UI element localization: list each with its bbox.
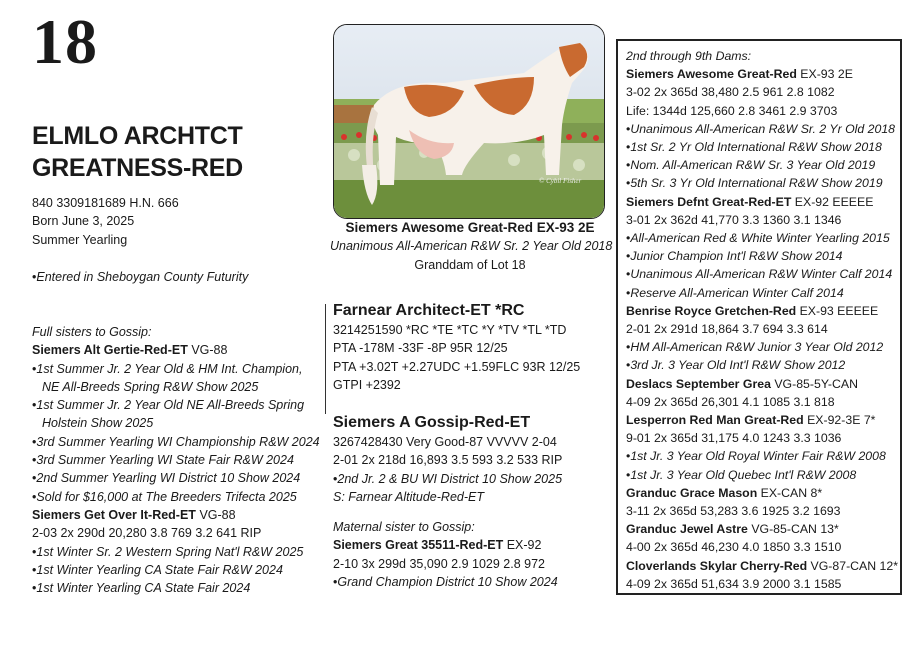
- dam-2-award: • 1st Sr. 2 Yr Old International R&W Show 2018: [626, 138, 898, 156]
- animal-name: [32, 120, 243, 184]
- dam-4-award: • HM All-American R&W Junior 3 Year Old 2012: [626, 338, 898, 356]
- dam-7-header: Granduc Grace Mason EX-CAN 8*: [626, 485, 823, 500]
- futurity-note: [32, 268, 248, 286]
- maternal-sister-heading: Maternal sister to Gossip:: [333, 520, 475, 534]
- dam-6-record: 9-01 2x 365d 31,175 4.0 1243 3.3 1036: [626, 431, 842, 446]
- dam-3-award: • All-American Red & White Winter Yearling 2015: [626, 229, 898, 247]
- animal-born: Born June 3, 2025: [32, 214, 135, 229]
- dam-record: 2-01 2x 218d 16,893 3.5 593 3.2 533 RIP: [333, 453, 563, 468]
- dam-3-award: • Junior Champion Int'l R&W Show 2014: [626, 247, 898, 265]
- photo-caption-award: Unanimous All-American R&W Sr. 2 Year Old 2018: [330, 239, 613, 254]
- sire-section: [333, 301, 580, 394]
- dam-2-award: • Unanimous All-American R&W Sr. 2 Yr Old 2018: [626, 120, 898, 138]
- photo-caption-relation: Granddam of Lot 18: [414, 257, 526, 272]
- sister-1-award: • 3rd Summer Yearling WI Championship R&W 2024: [32, 433, 320, 451]
- sister-1-award: • 1st Summer Jr. 2 Year Old & HM Int. Champion,: [32, 360, 320, 378]
- sister-2-award: • 1st Winter Sr. 2 Western Spring Nat'l R&W 2025: [32, 543, 320, 561]
- sister-1-award: • Sold for $16,000 at The Breeders Trifecta 2025: [32, 488, 320, 506]
- sister-1-name: Siemers Alt Gertie-Red-ET: [32, 343, 188, 358]
- maternal-sister-score: EX-92: [506, 538, 542, 553]
- sister-1-award: • 1st Summer Jr. 2 Year Old NE All-Breeds Spring: [32, 396, 320, 414]
- dam-sire-line: S: Farnear Altitude-Red-ET: [333, 489, 484, 504]
- dam-3-record: 3-01 2x 362d 41,770 3.3 1360 3.1 1346: [626, 212, 842, 227]
- sister-1-header: [32, 341, 320, 359]
- sister-1-award: • 2nd Summer Yearling WI District 10 Show 2024: [32, 469, 320, 487]
- dam-3-header: Siemers Defnt Great-Red-ET EX-92 EEEEE: [626, 194, 874, 209]
- dam-2-lifetime: Life: 1344d 125,660 2.8 3461 2.9 3703: [626, 103, 838, 118]
- sister-1-award: Holstein Show 2025: [42, 416, 154, 431]
- dam-section: [333, 413, 562, 506]
- lot-number: 18: [32, 6, 98, 77]
- cow-photo-icon: [334, 25, 604, 218]
- dams-box-content: [626, 47, 898, 593]
- sister-2-name: Siemers Get Over It-Red-ET: [32, 507, 196, 522]
- divider: [325, 304, 326, 414]
- dam-6-award: • 1st Jr. 3 Year Old Royal Winter Fair R&W 2008: [626, 447, 898, 465]
- dam-4-record: 2-01 2x 291d 18,864 3.7 694 3.3 614: [626, 322, 828, 337]
- animal-name-line-1: ELMLO ARCHTCT: [32, 122, 243, 150]
- maternal-sister-header: [333, 536, 558, 554]
- sister-1-award: • 3rd Summer Yearling WI State Fair R&W 2024: [32, 451, 320, 469]
- sister-2-score: VG-88: [199, 507, 236, 522]
- animal-info: [32, 194, 179, 249]
- cow-photo: [333, 24, 605, 219]
- dam-6-award: • 1st Jr. 3 Year Old Quebec Int'l R&W 2008: [626, 466, 898, 484]
- sister-2-record: 2-03 2x 290d 20,280 3.8 769 3.2 641 RIP: [32, 526, 262, 541]
- dam-name: Siemers A Gossip-Red-ET: [333, 414, 531, 431]
- maternal-sister-record: 2-10 3x 299d 35,090 2.9 1029 2.8 972: [333, 556, 545, 571]
- sire-line: PTA +3.02T +2.27UDC +1.59FLC 93R 12/25: [333, 359, 581, 374]
- dam-2-award: • 5th Sr. 3 Yr Old International R&W Show 2019: [626, 174, 898, 192]
- dam-2-record: 3-02 2x 365d 38,480 2.5 961 2.8 1082: [626, 85, 835, 100]
- animal-name-line-2: GREATNESS-RED: [32, 154, 243, 182]
- dam-id-line: 3267428430 Very Good-87 VVVVV 2-04: [333, 435, 557, 449]
- dam-4-award: • 3rd Jr. 3 Year Old Int'l R&W Show 2012: [626, 356, 898, 374]
- sister-2-award: • 1st Winter Yearling CA State Fair 2024: [32, 579, 320, 597]
- sister-2-header: [32, 506, 320, 524]
- maternal-sister-award: • Grand Champion District 10 Show 2024: [333, 573, 558, 591]
- photo-caption-name: Siemers Awesome Great-Red EX-93 2E: [345, 220, 595, 235]
- dam-7-record: 3-11 2x 365d 53,283 3.6 1925 3.2 1693: [626, 504, 841, 519]
- sire-line: 3214251590 *RC *TE *TC *Y *TV *TL *TD: [333, 323, 567, 337]
- sire-line: GTPI +2392: [333, 377, 401, 392]
- dam-9-header: Cloverlands Skylar Cherry-Red VG-87-CAN 12*: [626, 558, 899, 573]
- dams-box-heading: 2nd through 9th Dams:: [626, 49, 752, 63]
- maternal-sister-section: [333, 518, 558, 591]
- animal-class: Summer Yearling: [32, 232, 128, 247]
- dam-5-header: Deslacs September Grea VG-85-5Y-CAN: [626, 376, 858, 391]
- sire-line: PTA -178M -33F -8P 95R 12/25: [333, 341, 508, 356]
- sister-1-award: NE All-Breeds Spring R&W Show 2025: [42, 379, 259, 394]
- photo-credit: © Cybil Fisher: [539, 177, 582, 185]
- sister-1-score: VG-88: [191, 343, 228, 358]
- dam-4-header: Benrise Royce Gretchen-Red EX-93 EEEEE: [626, 303, 879, 318]
- full-sisters-section: [32, 323, 320, 597]
- maternal-sister-name: Siemers Great 35511-Red-ET: [333, 538, 504, 553]
- dam-8-header: Granduc Jewel Astre VG-85-CAN 13*: [626, 522, 839, 537]
- sister-2-award: • 1st Winter Yearling CA State Fair R&W 2024: [32, 561, 320, 579]
- dam-award: • 2nd Jr. 2 & BU WI District 10 Show 2025: [333, 470, 562, 488]
- photo-caption: [330, 219, 613, 274]
- futurity-note-text: Entered in Sheboygan County Futurity: [36, 270, 249, 284]
- dam-2-award: • Nom. All-American R&W Sr. 3 Year Old 2019: [626, 156, 898, 174]
- sire-name: Farnear Architect-ET *RC: [333, 302, 525, 319]
- dam-9-record: 4-09 2x 365d 51,634 3.9 2000 3.1 1585: [626, 576, 842, 591]
- dam-5-record: 4-09 2x 365d 26,301 4.1 1085 3.1 818: [626, 394, 835, 409]
- dam-6-header: Lesperron Red Man Great-Red EX-92-3E 7*: [626, 413, 876, 428]
- full-sisters-heading: Full sisters to Gossip:: [32, 325, 152, 339]
- dam-8-record: 4-00 2x 365d 46,230 4.0 1850 3.3 1510: [626, 540, 842, 555]
- animal-id-line: 840 3309181689 H.N. 666: [32, 196, 179, 210]
- dam-3-award: • Unanimous All-American R&W Winter Calf 2014: [626, 265, 898, 283]
- dam-2-header: Siemers Awesome Great-Red EX-93 2E: [626, 67, 853, 82]
- dam-3-award: • Reserve All-American Winter Calf 2014: [626, 284, 898, 302]
